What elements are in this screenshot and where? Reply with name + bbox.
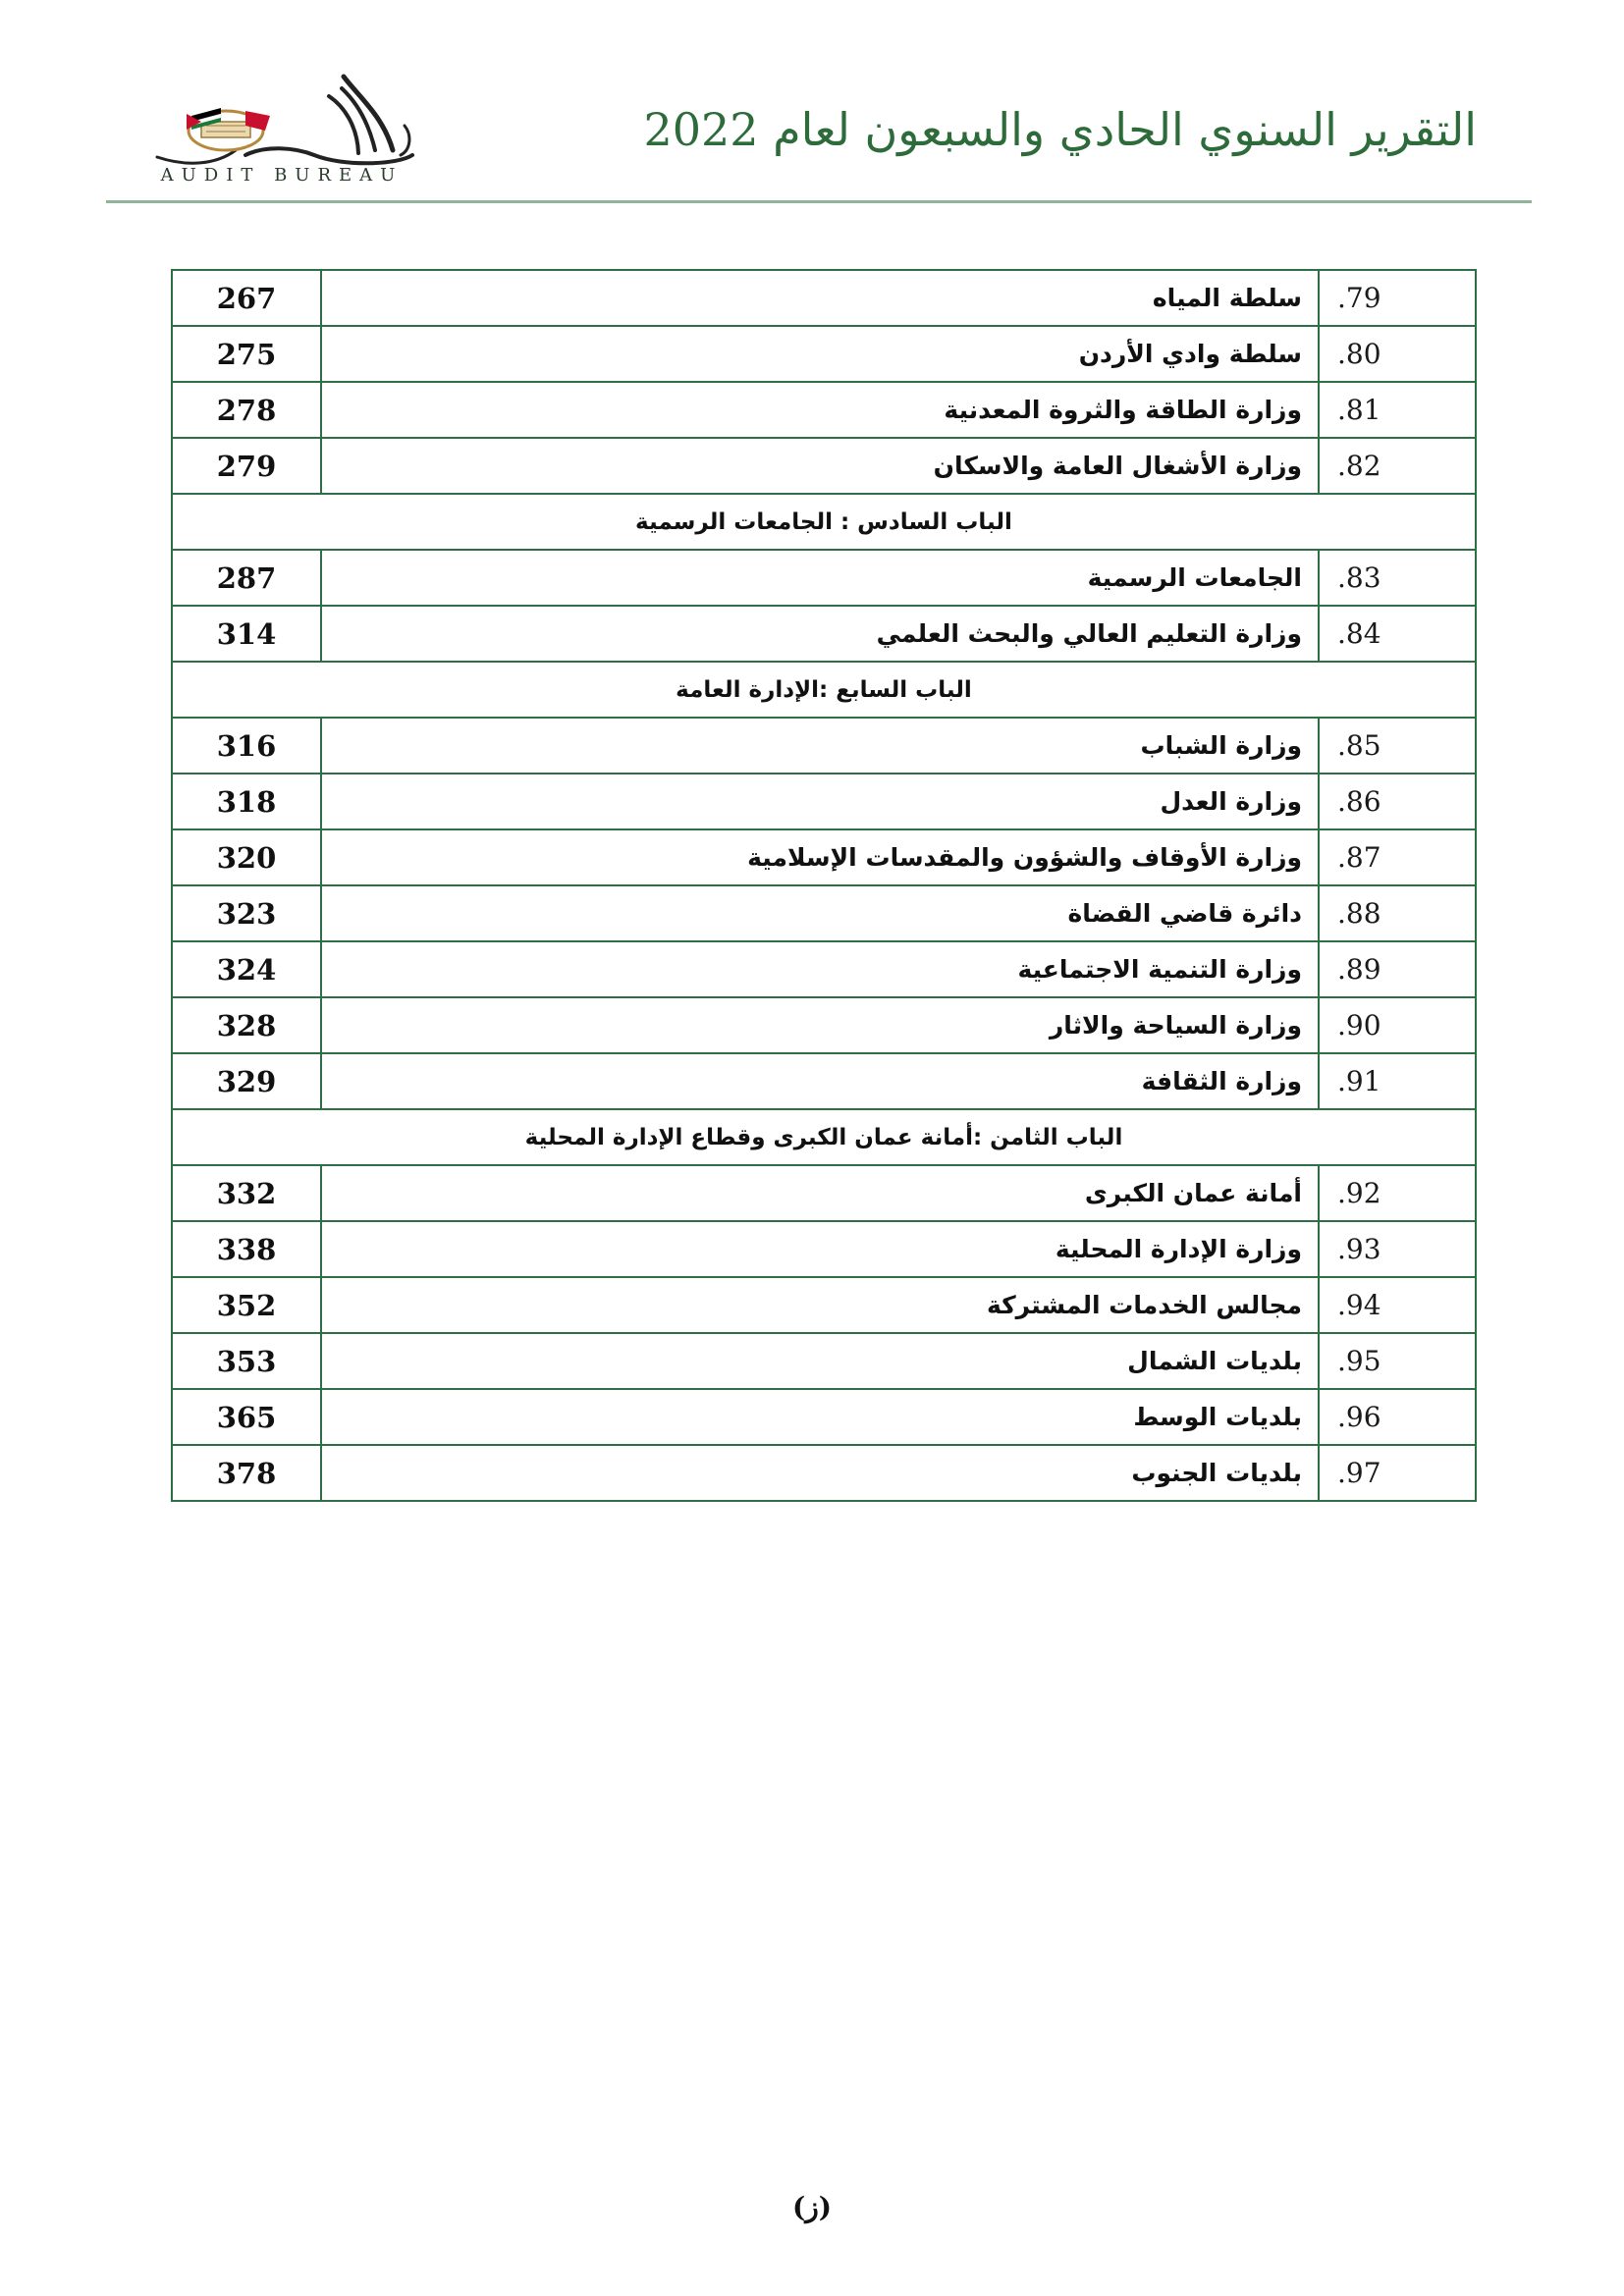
entry-number: .83 (1319, 550, 1476, 606)
toc-entry-row[interactable] (172, 606, 1476, 662)
entry-number: .88 (1319, 885, 1476, 941)
toc-entry-row[interactable] (172, 1445, 1476, 1501)
entry-page-number: 287 (172, 550, 321, 606)
toc-entry-row[interactable] (172, 550, 1476, 606)
entry-page-number: 267 (172, 270, 321, 326)
entry-number: .87 (1319, 829, 1476, 885)
header-divider (106, 200, 1532, 203)
entry-title[interactable]: دائرة قاضي القضاة (321, 885, 1319, 941)
page-header (0, 0, 1624, 211)
entry-title[interactable]: مجالس الخدمات المشتركة (321, 1277, 1319, 1333)
entry-number: .94 (1319, 1277, 1476, 1333)
entry-page-number: 316 (172, 718, 321, 774)
section-heading: الباب السادس : الجامعات الرسمية (172, 494, 1476, 550)
entry-page-number: 279 (172, 438, 321, 494)
entry-title[interactable]: وزارة الأوقاف والشؤون والمقدسات الإسلامية (321, 829, 1319, 885)
entry-number: .92 (1319, 1165, 1476, 1221)
toc-entry-row[interactable] (172, 1165, 1476, 1221)
entry-title[interactable]: الجامعات الرسمية (321, 550, 1319, 606)
section-heading: الباب السابع :الإدارة العامة (172, 662, 1476, 718)
toc-entry-row[interactable] (172, 1221, 1476, 1277)
entry-number: .79 (1319, 270, 1476, 326)
entry-page-number: 278 (172, 382, 321, 438)
toc-entry-row[interactable] (172, 382, 1476, 438)
toc-section-row (172, 494, 1476, 550)
entry-page-number: 320 (172, 829, 321, 885)
toc-entry-row[interactable] (172, 997, 1476, 1053)
toc-entry-row[interactable] (172, 1333, 1476, 1389)
page-number: (ز) (791, 2191, 833, 2223)
toc-entry-row[interactable] (172, 1277, 1476, 1333)
toc-entry-row[interactable] (172, 270, 1476, 326)
entry-page-number: 352 (172, 1277, 321, 1333)
toc-entry-row[interactable] (172, 1053, 1476, 1109)
entry-number: .90 (1319, 997, 1476, 1053)
entry-title[interactable]: وزارة الإدارة المحلية (321, 1221, 1319, 1277)
report-title: التقرير السنوي الحادي والسبعون لعام 2022 (643, 103, 1477, 156)
entry-page-number: 275 (172, 326, 321, 382)
entry-number: .81 (1319, 382, 1476, 438)
toc-body (172, 270, 1476, 1501)
toc-entry-row[interactable] (172, 326, 1476, 382)
toc-entry-row[interactable] (172, 941, 1476, 997)
toc-entry-row[interactable] (172, 774, 1476, 829)
entry-number: .91 (1319, 1053, 1476, 1109)
toc-entry-row[interactable] (172, 885, 1476, 941)
entry-title[interactable]: وزارة العدل (321, 774, 1319, 829)
entry-title[interactable]: وزارة الشباب (321, 718, 1319, 774)
entry-page-number: 324 (172, 941, 321, 997)
entry-title[interactable]: بلديات الجنوب (321, 1445, 1319, 1501)
entry-page-number: 323 (172, 885, 321, 941)
entry-number: .85 (1319, 718, 1476, 774)
entry-page-number: 314 (172, 606, 321, 662)
entry-number: .82 (1319, 438, 1476, 494)
entry-number: .84 (1319, 606, 1476, 662)
entry-title[interactable]: وزارة التنمية الاجتماعية (321, 941, 1319, 997)
entry-title[interactable]: سلطة المياه (321, 270, 1319, 326)
entry-title[interactable]: وزارة الطاقة والثروة المعدنية (321, 382, 1319, 438)
entry-title[interactable]: وزارة الأشغال العامة والاسكان (321, 438, 1319, 494)
entry-page-number: 329 (172, 1053, 321, 1109)
entry-number: .97 (1319, 1445, 1476, 1501)
entry-title[interactable]: وزارة السياحة والاثار (321, 997, 1319, 1053)
entry-number: .95 (1319, 1333, 1476, 1389)
entry-number: .80 (1319, 326, 1476, 382)
entry-page-number: 338 (172, 1221, 321, 1277)
entry-page-number: 365 (172, 1389, 321, 1445)
toc-section-row (172, 662, 1476, 718)
toc-entry-row[interactable] (172, 829, 1476, 885)
toc-entry-row[interactable] (172, 438, 1476, 494)
entry-page-number: 332 (172, 1165, 321, 1221)
entry-number: .89 (1319, 941, 1476, 997)
entry-page-number: 328 (172, 997, 321, 1053)
entry-title[interactable]: وزارة التعليم العالي والبحث العلمي (321, 606, 1319, 662)
entry-number: .86 (1319, 774, 1476, 829)
entry-number: .96 (1319, 1389, 1476, 1445)
table-of-contents (171, 269, 1477, 1502)
toc-section-row (172, 1109, 1476, 1165)
entry-title[interactable]: بلديات الوسط (321, 1389, 1319, 1445)
entry-page-number: 378 (172, 1445, 321, 1501)
toc-entry-row[interactable] (172, 1389, 1476, 1445)
entry-page-number: 318 (172, 774, 321, 829)
entry-title[interactable]: وزارة الثقافة (321, 1053, 1319, 1109)
entry-title[interactable]: أمانة عمان الكبرى (321, 1165, 1319, 1221)
logo-latin-text: AUDIT BUREAU (160, 165, 404, 186)
toc-entry-row[interactable] (172, 718, 1476, 774)
entry-title[interactable]: بلديات الشمال (321, 1333, 1319, 1389)
entry-number: .93 (1319, 1221, 1476, 1277)
entry-title[interactable]: سلطة وادي الأردن (321, 326, 1319, 382)
section-heading: الباب الثامن :أمانة عمان الكبرى وقطاع الإدارة المحلية (172, 1109, 1476, 1165)
entry-page-number: 353 (172, 1333, 321, 1389)
